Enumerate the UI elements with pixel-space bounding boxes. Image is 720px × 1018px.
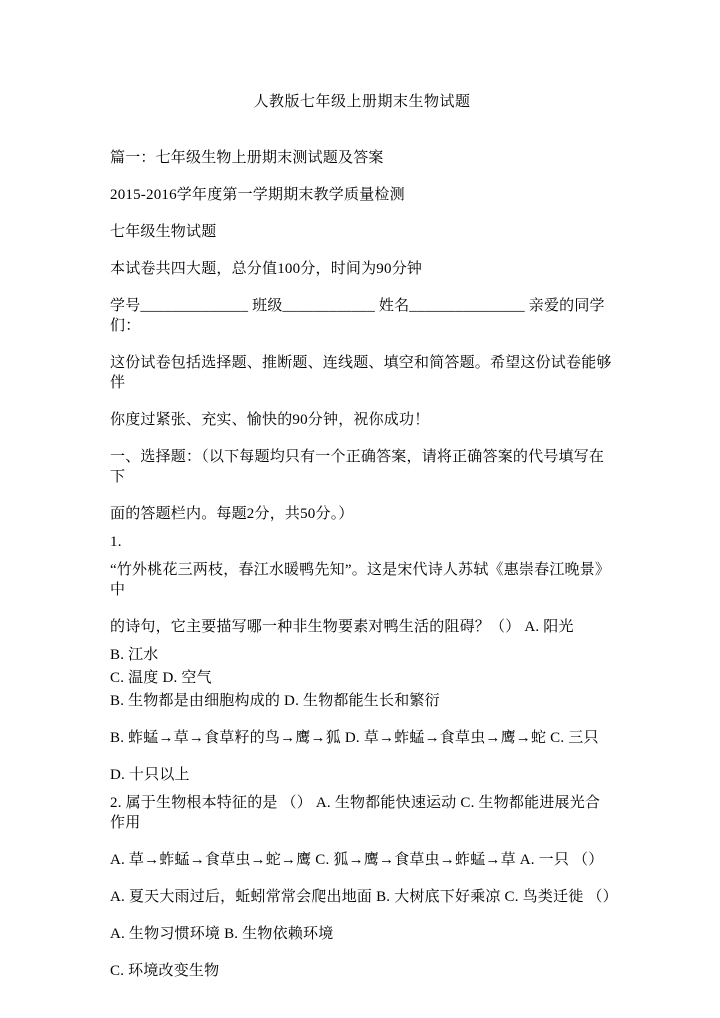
intro-line: 这份试卷包括选择题、推断题、连线题、填空和简答题。希望这份试卷能够伴 — [110, 355, 612, 391]
student-info-line: 学号______________ 班级____________ 姓名_______________ 亲爱的同学们： — [110, 298, 605, 334]
exam-summary-line: 本试卷共四大题，总分值100分，时间为90分钟 — [110, 261, 423, 277]
option-line: D. 十只以上 — [110, 767, 190, 783]
section-one-heading: 一、选择题：（以下每题均只有一个正确答案，请将正确答案的代号填写在下 — [110, 449, 605, 485]
option-line: B. 蚱蜢→草→食草籽的鸟→鹰→狐 D. 草→蚱蜢→食草虫→鹰→蛇 C. 三只 — [110, 730, 599, 746]
option-line: A. 草→蚱蜢→食草虫→蛇→鹰 C. 狐→鹰→食草虫→蚱蜢→草 A. 一只 （） — [110, 852, 604, 868]
option-line: B. 江水 — [110, 647, 159, 663]
document-title: 人教版七年级上册期末生物试题 — [253, 94, 471, 110]
section-one-heading: 面的答题栏内。每题2分，共50分。） — [110, 506, 354, 522]
option-line: A. 生物习惯环境 B. 生物依赖环境 — [110, 926, 334, 942]
option-line: B. 生物都是由细胞构成的 D. 生物都能生长和繁衍 — [110, 693, 440, 709]
exam-name-line: 七年级生物试题 — [110, 224, 217, 240]
intro-line: 你度过紧张、充实、愉快的90分钟，祝你成功！ — [110, 412, 430, 428]
option-line: A. 夏天大雨过后，蚯蚓常常会爬出地面 B. 大树底下好乘凉 C. 鸟类迁徙 （） — [110, 889, 618, 905]
question-line: 2. 属于生物根本特征的是 （） A. 生物都能快速运动 C. 生物都能进展光合作用 — [110, 795, 601, 831]
option-line: C. 温度 D. 空气 — [110, 670, 212, 686]
question-line: “竹外桃花三两枝，春江水暖鸭先知”。这是宋代诗人苏轼《惠崇春江晚景》中 — [110, 562, 611, 598]
section-heading: 篇一：七年级生物上册期末测试题及答案 — [110, 150, 384, 166]
question-number: 1. — [110, 534, 122, 550]
question-line: 的诗句，它主要描写哪一种非生物要素对鸭生活的阻碍？（） A. 阳光 — [110, 619, 574, 635]
exam-session-line: 2015-2016学年度第一学期期末教学质量检测 — [110, 187, 405, 203]
option-line: C. 环境改变生物 — [110, 963, 220, 979]
